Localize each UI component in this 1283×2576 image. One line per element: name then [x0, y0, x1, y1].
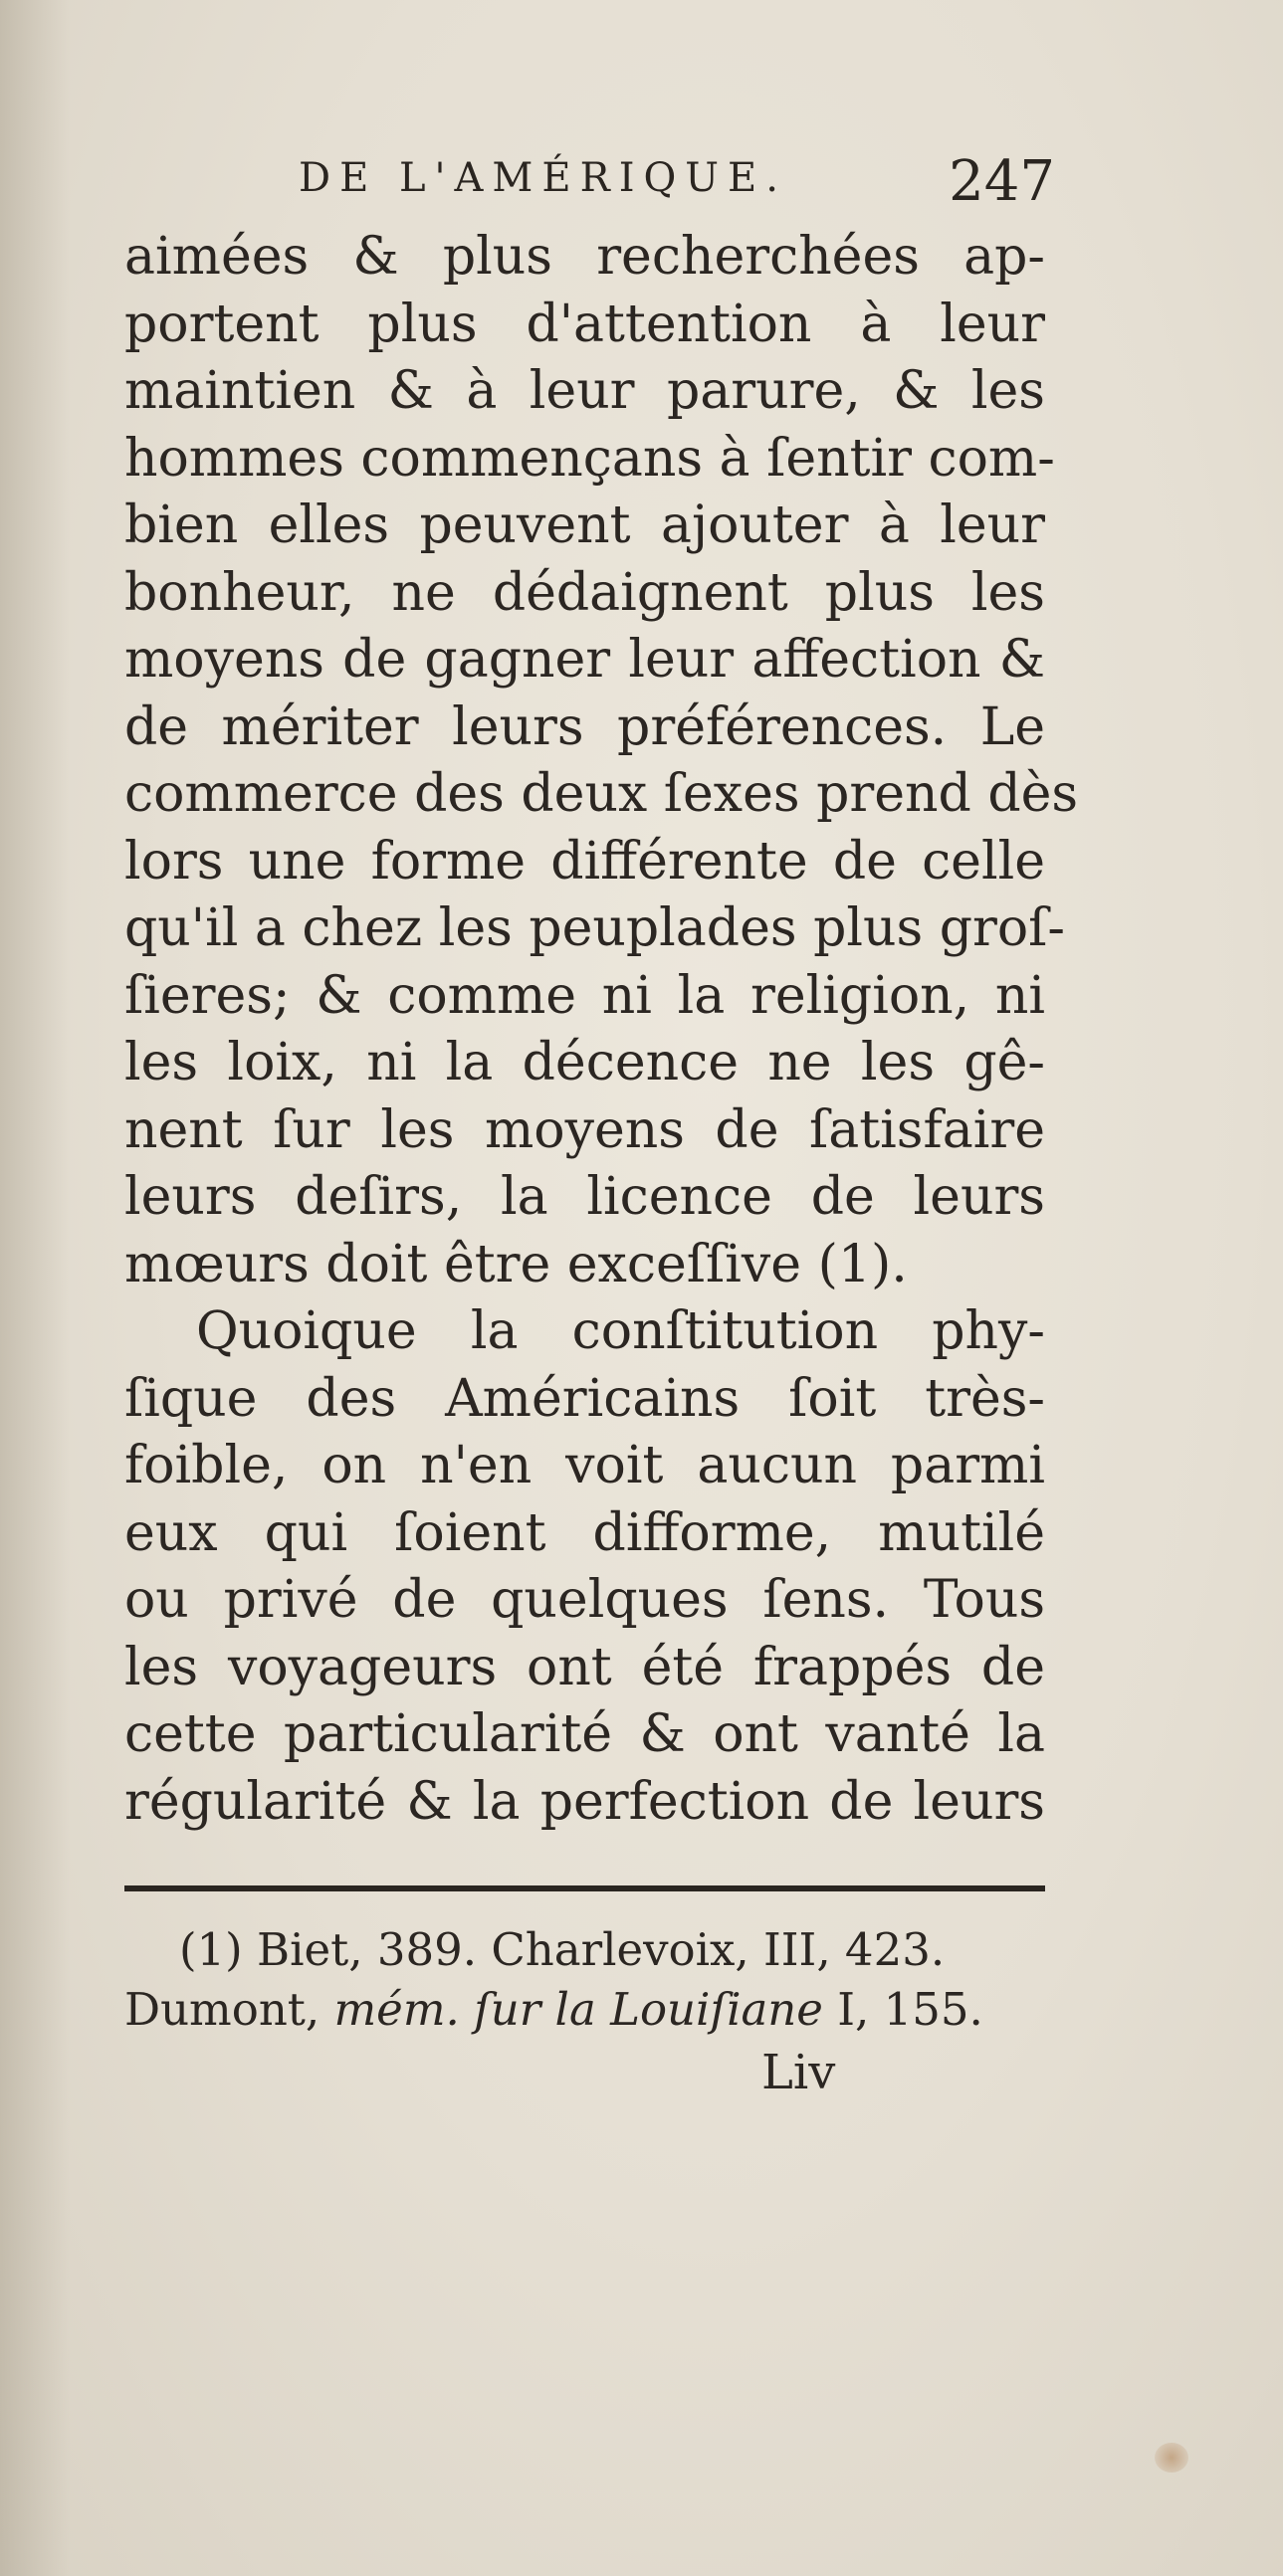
page-number: 247: [949, 149, 1055, 214]
text-line: de mériter leurs préférences. Le: [124, 696, 1045, 757]
text-line: nent ſur les moyens de ſatisfaire: [124, 1099, 1045, 1160]
footnote-author: Dumont,: [124, 1983, 321, 2036]
footnote-rule: [124, 1885, 1045, 1891]
page-header: [299, 149, 1055, 219]
text-line: ſique des Américains ſoit très-: [124, 1368, 1045, 1429]
gutter-shadow: [0, 0, 70, 2576]
text-line: commerce des deux ſexes prend dès: [124, 764, 1079, 824]
running-title: DE L'AMÉRIQUE.: [299, 155, 787, 201]
text-line: foible, on n'en voit aucun parmi: [124, 1436, 1045, 1495]
footnote-work-title: mém. ſur la Louiſiane: [333, 1983, 823, 2036]
text-line: les loix, ni la décence ne les gê-: [124, 1033, 1045, 1092]
text-line: qu'il a chez les peuplades plus groſ-: [124, 898, 1065, 958]
footnotes: [124, 1920, 1045, 2040]
footnote-line: [124, 1980, 1045, 2040]
text-line: Quoique la conſtitution phy-: [196, 1301, 1045, 1361]
text-line: cette particularité & ont vanté la: [124, 1704, 1045, 1764]
text-line: bien elles peuvent ajouter à leur: [124, 495, 1045, 555]
text-line: portent plus d'attention à leur: [124, 294, 1045, 354]
footnote-reference: I, 155.: [837, 1983, 983, 2036]
paper-stain: [1155, 2443, 1188, 2473]
text-line: maintien & à leur parure, & les: [124, 361, 1045, 421]
text-line: eux qui ſoient difforme, mutilé: [124, 1502, 1045, 1563]
text-line: leurs deſirs, la licence de leurs: [124, 1167, 1045, 1227]
text-line: lors une forme différente de celle: [124, 831, 1045, 892]
footnote-line: (1) Biet, 389. Charlevoix, III, 423.: [179, 1923, 946, 1976]
text-line: aimées & plus recherchées ap-: [124, 227, 1045, 287]
text-line: ou privé de quelques ſens. Tous: [124, 1570, 1045, 1630]
text-line: bonheur, ne dédaignent plus les: [124, 562, 1045, 623]
main-text: [124, 224, 1079, 1836]
text-line: ſieres; & comme ni la religion, ni: [124, 965, 1045, 1026]
text-line: les voyageurs ont été frappés de: [124, 1637, 1045, 1697]
catchword: Liv: [761, 2045, 836, 2100]
text-line: hommes commençans à ſentir com-: [124, 428, 1055, 489]
text-line: mœurs doit être exceſſive (1).: [124, 1234, 908, 1294]
text-line: moyens de gagner leur affection &: [124, 630, 1045, 690]
text-line: régularité & la perfection de leurs: [124, 1771, 1045, 1832]
